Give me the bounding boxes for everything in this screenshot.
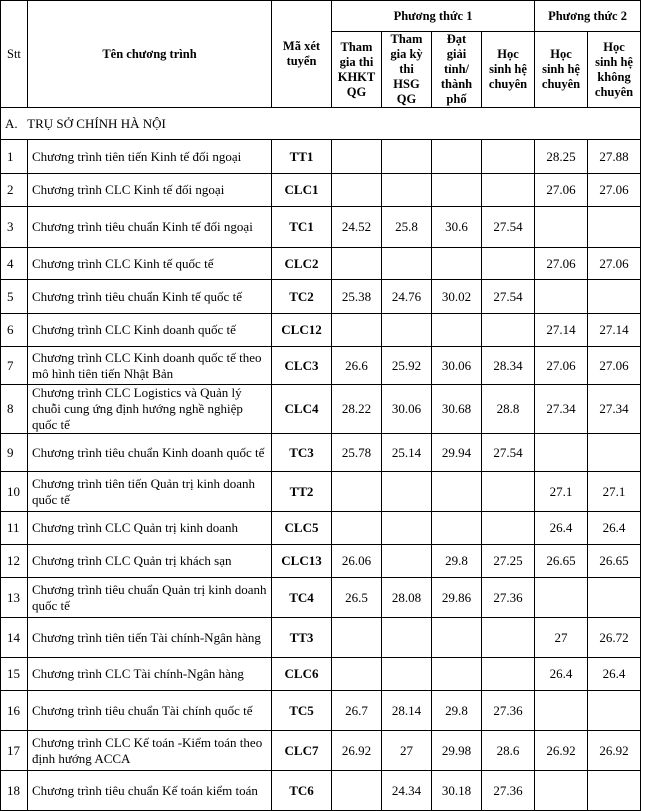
row-score-chuyen-pt1: 27.36 — [482, 578, 535, 618]
row-score-chuyen-pt2 — [535, 578, 588, 618]
row-score-khkt: 26.06 — [332, 545, 382, 578]
row-score-chuyen-pt1 — [482, 174, 535, 207]
header-sub-khkt: Tham gia thi KHKT QG — [332, 32, 382, 108]
row-score-khong-chuyen — [588, 691, 641, 731]
row-score-khong-chuyen — [588, 280, 641, 314]
row-program-name: Chương trình CLC Quản trị khách sạn — [28, 545, 272, 578]
header-sub-chuyen-1: Học sinh hệ chuyên — [482, 32, 535, 108]
header-method-1: Phương thức 1 — [332, 1, 535, 32]
table-row — [1, 578, 641, 618]
section-title-cell — [1, 108, 641, 140]
row-program-name: Chương trình CLC Quản trị kinh doanh — [28, 512, 272, 545]
row-score-chuyen-pt1 — [482, 658, 535, 691]
row-stt: 13 — [1, 578, 28, 618]
table-row — [1, 140, 641, 174]
row-stt: 8 — [1, 385, 28, 434]
row-score-chuyen-pt2: 27.14 — [535, 314, 588, 347]
header-method-2: Phương thức 2 — [535, 1, 641, 32]
row-admission-code: CLC4 — [272, 385, 332, 434]
header-sub-chuyen-2: Học sinh hệ chuyên — [535, 32, 588, 108]
row-score-chuyen-pt2: 27.06 — [535, 347, 588, 385]
row-score-hsg: 25.14 — [382, 434, 432, 472]
row-score-khkt: 25.78 — [332, 434, 382, 472]
row-score-chuyen-pt2 — [535, 691, 588, 731]
table-row — [1, 691, 641, 731]
row-admission-code: CLC5 — [272, 512, 332, 545]
row-score-khong-chuyen: 26.4 — [588, 512, 641, 545]
row-score-giai-tinh: 30.06 — [432, 347, 482, 385]
row-score-khong-chuyen: 27.88 — [588, 140, 641, 174]
row-score-khkt — [332, 771, 382, 811]
row-admission-code: TC1 — [272, 207, 332, 248]
row-score-hsg: 28.14 — [382, 691, 432, 731]
row-score-khong-chuyen: 26.72 — [588, 618, 641, 658]
row-program-name: Chương trình tiêu chuẩn Kinh doanh quốc tế — [28, 434, 272, 472]
row-score-chuyen-pt2 — [535, 771, 588, 811]
row-score-giai-tinh — [432, 174, 482, 207]
row-score-chuyen-pt1: 28.34 — [482, 347, 535, 385]
row-score-hsg — [382, 248, 432, 280]
row-score-chuyen-pt2: 27.06 — [535, 248, 588, 280]
table-row — [1, 248, 641, 280]
row-score-khong-chuyen: 26.65 — [588, 545, 641, 578]
header-stt: Stt — [1, 1, 28, 108]
row-score-hsg — [382, 545, 432, 578]
row-score-chuyen-pt2: 28.25 — [535, 140, 588, 174]
row-score-chuyen-pt2: 27.34 — [535, 385, 588, 434]
row-score-hsg: 24.76 — [382, 280, 432, 314]
row-stt: 16 — [1, 691, 28, 731]
row-score-giai-tinh: 30.6 — [432, 207, 482, 248]
table-row — [1, 434, 641, 472]
row-score-khkt — [332, 248, 382, 280]
row-score-khong-chuyen: 27.1 — [588, 472, 641, 512]
row-score-chuyen-pt1 — [482, 140, 535, 174]
header-sub-khong-chuyen: Học sinh hệ không chuyên — [588, 32, 641, 108]
row-score-khkt: 26.5 — [332, 578, 382, 618]
row-score-hsg — [382, 618, 432, 658]
row-score-giai-tinh: 30.18 — [432, 771, 482, 811]
row-score-giai-tinh: 30.02 — [432, 280, 482, 314]
row-admission-code: CLC1 — [272, 174, 332, 207]
row-score-chuyen-pt1 — [482, 314, 535, 347]
row-score-hsg: 28.08 — [382, 578, 432, 618]
row-admission-code: CLC13 — [272, 545, 332, 578]
row-stt: 18 — [1, 771, 28, 811]
row-stt: 1 — [1, 140, 28, 174]
row-score-chuyen-pt2 — [535, 434, 588, 472]
row-score-khong-chuyen — [588, 771, 641, 811]
row-program-name: Chương trình tiêu chuẩn Kế toán kiểm toán — [28, 771, 272, 811]
row-program-name: Chương trình CLC Logistics và Quản lý chuỗi cung ứng định hướng nghề nghiệp quốc tế — [28, 385, 272, 434]
row-score-hsg: 25.8 — [382, 207, 432, 248]
table-row — [1, 207, 641, 248]
row-admission-code: CLC6 — [272, 658, 332, 691]
row-score-giai-tinh: 29.98 — [432, 731, 482, 771]
row-score-giai-tinh — [432, 248, 482, 280]
row-program-name: Chương trình tiên tiến Tài chính-Ngân hàng — [28, 618, 272, 658]
row-score-giai-tinh: 29.86 — [432, 578, 482, 618]
header-sub-giai-tinh: Đạt giải tỉnh/ thành phố — [432, 32, 482, 108]
row-stt: 3 — [1, 207, 28, 248]
row-score-khong-chuyen: 26.92 — [588, 731, 641, 771]
row-score-khong-chuyen: 27.06 — [588, 174, 641, 207]
row-admission-code: TT3 — [272, 618, 332, 658]
row-score-chuyen-pt1: 27.36 — [482, 691, 535, 731]
row-score-khkt: 26.92 — [332, 731, 382, 771]
row-admission-code: CLC12 — [272, 314, 332, 347]
row-score-chuyen-pt1: 27.36 — [482, 771, 535, 811]
row-stt: 6 — [1, 314, 28, 347]
row-score-khong-chuyen: 27.34 — [588, 385, 641, 434]
section-title: TRỤ SỞ CHÍNH HÀ NỘI — [27, 115, 166, 131]
row-stt: 5 — [1, 280, 28, 314]
row-score-chuyen-pt2: 26.4 — [535, 512, 588, 545]
row-score-khkt: 26.7 — [332, 691, 382, 731]
table-row — [1, 618, 641, 658]
table-row — [1, 314, 641, 347]
row-score-hsg — [382, 174, 432, 207]
row-score-khkt — [332, 658, 382, 691]
row-stt: 9 — [1, 434, 28, 472]
row-program-name: Chương trình CLC Kinh tế đối ngoại — [28, 174, 272, 207]
header-admission-code: Mã xét tuyển — [272, 1, 332, 108]
row-score-hsg — [382, 658, 432, 691]
row-program-name: Chương trình CLC Tài chính-Ngân hàng — [28, 658, 272, 691]
section-label: A. — [5, 115, 18, 131]
row-score-hsg: 27 — [382, 731, 432, 771]
table-row — [1, 174, 641, 207]
row-score-chuyen-pt1: 27.54 — [482, 434, 535, 472]
table-header — [1, 1, 641, 108]
row-score-hsg — [382, 472, 432, 512]
row-program-name: Chương trình tiêu chuẩn Tài chính quốc tế — [28, 691, 272, 731]
table-body — [1, 108, 641, 811]
row-stt: 4 — [1, 248, 28, 280]
row-stt: 2 — [1, 174, 28, 207]
row-score-khkt — [332, 140, 382, 174]
row-score-chuyen-pt1 — [482, 472, 535, 512]
row-admission-code: TT1 — [272, 140, 332, 174]
row-score-hsg — [382, 512, 432, 545]
row-score-hsg: 24.34 — [382, 771, 432, 811]
table-row — [1, 512, 641, 545]
row-admission-code: TC6 — [272, 771, 332, 811]
row-score-khong-chuyen: 27.14 — [588, 314, 641, 347]
row-program-name: Chương trình tiêu chuẩn Kinh tế quốc tế — [28, 280, 272, 314]
row-stt: 15 — [1, 658, 28, 691]
row-score-khkt: 25.38 — [332, 280, 382, 314]
table-row — [1, 280, 641, 314]
row-score-chuyen-pt1 — [482, 248, 535, 280]
row-score-chuyen-pt2: 26.4 — [535, 658, 588, 691]
header-program-name: Tên chương trình — [28, 1, 272, 108]
row-score-hsg: 25.92 — [382, 347, 432, 385]
row-stt: 10 — [1, 472, 28, 512]
row-score-giai-tinh — [432, 472, 482, 512]
row-score-khkt: 28.22 — [332, 385, 382, 434]
row-score-khong-chuyen: 27.06 — [588, 248, 641, 280]
row-score-chuyen-pt2: 27.06 — [535, 174, 588, 207]
row-score-chuyen-pt1: 28.8 — [482, 385, 535, 434]
row-score-khkt — [332, 512, 382, 545]
row-score-giai-tinh: 29.94 — [432, 434, 482, 472]
row-score-chuyen-pt2 — [535, 207, 588, 248]
table-row — [1, 347, 641, 385]
table-row — [1, 658, 641, 691]
table-row — [1, 731, 641, 771]
row-score-giai-tinh — [432, 658, 482, 691]
row-score-khkt: 26.6 — [332, 347, 382, 385]
table-row — [1, 545, 641, 578]
row-admission-code: CLC2 — [272, 248, 332, 280]
row-admission-code: TC3 — [272, 434, 332, 472]
row-score-giai-tinh — [432, 140, 482, 174]
row-score-khong-chuyen — [588, 434, 641, 472]
row-stt: 14 — [1, 618, 28, 658]
row-score-chuyen-pt1 — [482, 512, 535, 545]
row-score-giai-tinh — [432, 314, 482, 347]
row-score-chuyen-pt1: 28.6 — [482, 731, 535, 771]
row-score-chuyen-pt2 — [535, 280, 588, 314]
row-program-name: Chương trình tiêu chuẩn Kinh tế đối ngoại — [28, 207, 272, 248]
row-program-name: Chương trình tiêu chuẩn Quản trị kinh doanh quốc tế — [28, 578, 272, 618]
table-row — [1, 472, 641, 512]
row-score-chuyen-pt2: 27 — [535, 618, 588, 658]
row-score-khkt — [332, 174, 382, 207]
row-stt: 12 — [1, 545, 28, 578]
row-admission-code: TC2 — [272, 280, 332, 314]
row-stt: 11 — [1, 512, 28, 545]
row-score-giai-tinh: 30.68 — [432, 385, 482, 434]
row-score-giai-tinh — [432, 618, 482, 658]
row-program-name: Chương trình CLC Kinh doanh quốc tế theo mô hình tiên tiến Nhật Bản — [28, 347, 272, 385]
row-admission-code: TC4 — [272, 578, 332, 618]
section-row — [1, 108, 641, 140]
row-stt: 17 — [1, 731, 28, 771]
row-score-khong-chuyen — [588, 578, 641, 618]
row-program-name: Chương trình CLC Kinh doanh quốc tế — [28, 314, 272, 347]
row-score-hsg: 30.06 — [382, 385, 432, 434]
row-score-chuyen-pt2: 27.1 — [535, 472, 588, 512]
row-score-chuyen-pt1: 27.54 — [482, 280, 535, 314]
row-program-name: Chương trình tiên tiến Quản trị kinh doanh quốc tế — [28, 472, 272, 512]
row-score-khkt — [332, 472, 382, 512]
row-score-khkt — [332, 314, 382, 347]
row-admission-code: CLC3 — [272, 347, 332, 385]
row-score-hsg — [382, 314, 432, 347]
row-score-khong-chuyen: 27.06 — [588, 347, 641, 385]
row-score-khkt — [332, 618, 382, 658]
row-score-chuyen-pt1 — [482, 618, 535, 658]
row-admission-code: CLC7 — [272, 731, 332, 771]
row-program-name: Chương trình CLC Kinh tế quốc tế — [28, 248, 272, 280]
table-row — [1, 385, 641, 434]
row-admission-code: TT2 — [272, 472, 332, 512]
row-score-chuyen-pt1: 27.25 — [482, 545, 535, 578]
row-score-giai-tinh: 29.8 — [432, 691, 482, 731]
table-row — [1, 771, 641, 811]
row-score-khong-chuyen — [588, 207, 641, 248]
row-score-hsg — [382, 140, 432, 174]
row-score-giai-tinh — [432, 512, 482, 545]
row-score-khkt: 24.52 — [332, 207, 382, 248]
row-program-name: Chương trình tiên tiến Kinh tế đối ngoại — [28, 140, 272, 174]
row-score-chuyen-pt2: 26.92 — [535, 731, 588, 771]
row-score-khong-chuyen: 26.4 — [588, 658, 641, 691]
row-score-chuyen-pt2: 26.65 — [535, 545, 588, 578]
row-admission-code: TC5 — [272, 691, 332, 731]
row-program-name: Chương trình CLC Kế toán -Kiểm toán theo định hướng ACCA — [28, 731, 272, 771]
row-score-chuyen-pt1: 27.54 — [482, 207, 535, 248]
row-stt: 7 — [1, 347, 28, 385]
header-sub-hsg: Tham gia kỳ thi HSG QG — [382, 32, 432, 108]
row-score-giai-tinh: 29.8 — [432, 545, 482, 578]
